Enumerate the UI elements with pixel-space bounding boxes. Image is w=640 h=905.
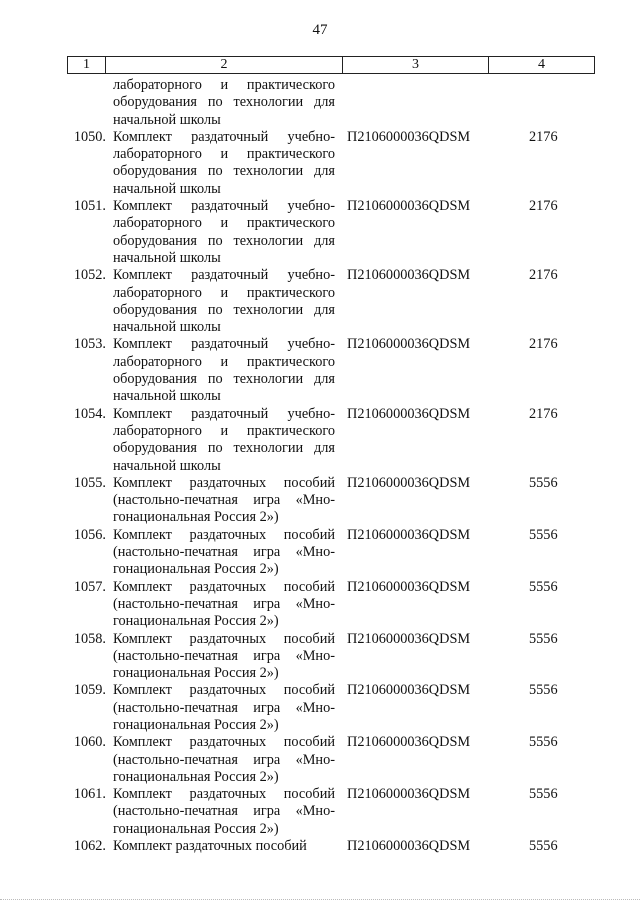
item-quantity: 5556 (529, 786, 558, 803)
item-quantity: 5556 (529, 526, 558, 543)
item-description (113, 336, 335, 405)
table-row (0, 406, 640, 475)
description-line: гонациональная Россия 2») (113, 716, 279, 733)
item-description (113, 786, 335, 838)
description-line: лабораторного и практического (113, 284, 335, 301)
table-row (0, 786, 640, 838)
description-line: начальной школы (113, 319, 221, 336)
item-code: П2106000036QDSM (347, 526, 471, 543)
row-number: 1050. (73, 128, 106, 145)
description-line: Комплект раздаточный учебно- (113, 198, 335, 215)
header-col-3: 3 (342, 57, 488, 73)
description-line: (настольно-печатная игра «Мно- (113, 595, 335, 612)
item-description (113, 579, 335, 631)
table-row (0, 527, 640, 579)
page-number: 47 (312, 22, 328, 38)
item-quantity: 2176 (529, 128, 558, 145)
table-row (0, 631, 640, 683)
row-number: 1055. (73, 474, 106, 491)
description-line: (настольно-печатная игра «Мно- (113, 492, 335, 509)
item-code: П2106000036QDSM (347, 578, 471, 595)
row-number: 1052. (73, 267, 106, 284)
description-line: оборудования по технологии для (113, 440, 335, 457)
item-code: П2106000036QDSM (347, 682, 471, 699)
description-line: Комплект раздаточных пособий (113, 474, 335, 491)
table-row (0, 838, 640, 855)
table-body (0, 77, 640, 855)
header-col-1: 1 (67, 57, 105, 73)
item-code: П2106000036QDSM (347, 128, 471, 145)
row-number: 1051. (73, 198, 106, 215)
description-line: начальной школы (113, 249, 221, 266)
description-line: лабораторного и практического (113, 146, 335, 163)
item-code: П2106000036QDSM (347, 734, 471, 751)
description-line: оборудования по технологии для (113, 163, 335, 180)
description-line: гонациональная Россия 2») (113, 561, 279, 578)
description-line: (настольно-печатная игра «Мно- (113, 751, 335, 768)
item-quantity: 5556 (529, 474, 558, 491)
table-row-continuation (0, 77, 640, 129)
item-code: П2106000036QDSM (347, 630, 471, 647)
description-line: (настольно-печатная игра «Мно- (113, 647, 335, 664)
table-row (0, 475, 640, 527)
description-line: гонациональная Россия 2») (113, 665, 279, 682)
row-number: 1059. (73, 682, 106, 699)
table-row (0, 198, 640, 267)
scan-edge (0, 899, 640, 900)
item-description (113, 838, 335, 855)
description-line: Комплект раздаточных пособий (113, 630, 335, 647)
description-line: Комплект раздаточных пособий (113, 734, 335, 751)
row-number: 1061. (73, 786, 106, 803)
item-description (113, 129, 335, 198)
table-row (0, 682, 640, 734)
description-line: гонациональная Россия 2») (113, 820, 279, 837)
item-quantity: 5556 (529, 578, 558, 595)
item-description (113, 631, 335, 683)
description-line: начальной школы (113, 388, 221, 405)
description-line: Комплект раздаточных пособий (113, 526, 335, 543)
item-description (113, 406, 335, 475)
description-line: лабораторного и практического (113, 215, 335, 232)
table-row (0, 579, 640, 631)
description-line: (настольно-печатная игра «Мно- (113, 803, 335, 820)
table-row (0, 336, 640, 405)
table-row (0, 129, 640, 198)
item-quantity: 2176 (529, 198, 558, 215)
description-line: Комплект раздаточный учебно- (113, 128, 335, 145)
description-line: гонациональная Россия 2») (113, 509, 279, 526)
table-header (67, 56, 595, 74)
header-col-4: 4 (488, 57, 595, 73)
description-line: лабораторного и практического (113, 353, 335, 370)
description-line: (настольно-печатная игра «Мно- (113, 544, 335, 561)
item-code: П2106000036QDSM (347, 267, 471, 284)
item-description (113, 475, 335, 527)
row-number: 1057. (73, 578, 106, 595)
item-quantity: 5556 (529, 682, 558, 699)
table-row (0, 267, 640, 336)
item-code: П2106000036QDSM (347, 474, 471, 491)
item-description (113, 527, 335, 579)
item-description (113, 198, 335, 267)
item-description (113, 682, 335, 734)
description-line: Комплект раздаточный учебно- (113, 336, 335, 353)
row-number: 1056. (73, 526, 106, 543)
description-line: оборудования по технологии для (113, 301, 335, 318)
row-number: 1054. (73, 405, 106, 422)
row-number: 1062. (73, 838, 106, 855)
item-code: П2106000036QDSM (347, 336, 471, 353)
description-line: Комплект раздаточных пособий (113, 682, 335, 699)
item-code: П2106000036QDSM (347, 405, 471, 422)
item-quantity: 2176 (529, 267, 558, 284)
header-col-2: 2 (105, 57, 342, 73)
description-line: Комплект раздаточных пособий (113, 838, 307, 855)
description-line: гонациональная Россия 2») (113, 768, 279, 785)
description-line: начальной школы (113, 111, 221, 128)
row-number: 1053. (73, 336, 106, 353)
item-quantity: 2176 (529, 405, 558, 422)
row-number: 1058. (73, 630, 106, 647)
item-quantity: 5556 (529, 838, 558, 855)
description-line: начальной школы (113, 457, 221, 474)
item-quantity: 2176 (529, 336, 558, 353)
row-number: 1060. (73, 734, 106, 751)
description-line: Комплект раздаточный учебно- (113, 267, 335, 284)
description-line: оборудования по технологии для (113, 232, 335, 249)
description-line: начальной школы (113, 180, 221, 197)
item-code: П2106000036QDSM (347, 838, 471, 855)
item-description (113, 734, 335, 786)
description-line: Комплект раздаточных пособий (113, 786, 335, 803)
description-line: Комплект раздаточных пособий (113, 578, 335, 595)
description-line: Комплект раздаточный учебно- (113, 405, 335, 422)
description-line: оборудования по технологии для (113, 94, 335, 111)
table-row (0, 734, 640, 786)
description-line: лабораторного и практического (113, 422, 335, 439)
item-code: П2106000036QDSM (347, 198, 471, 215)
item-description (113, 267, 335, 336)
item-quantity: 5556 (529, 630, 558, 647)
description-line: гонациональная Россия 2») (113, 613, 279, 630)
item-description (113, 77, 335, 129)
description-line: оборудования по технологии для (113, 371, 335, 388)
description-line: (настольно-печатная игра «Мно- (113, 699, 335, 716)
item-quantity: 5556 (529, 734, 558, 751)
description-line: лабораторного и практического (113, 77, 335, 93)
item-code: П2106000036QDSM (347, 786, 471, 803)
